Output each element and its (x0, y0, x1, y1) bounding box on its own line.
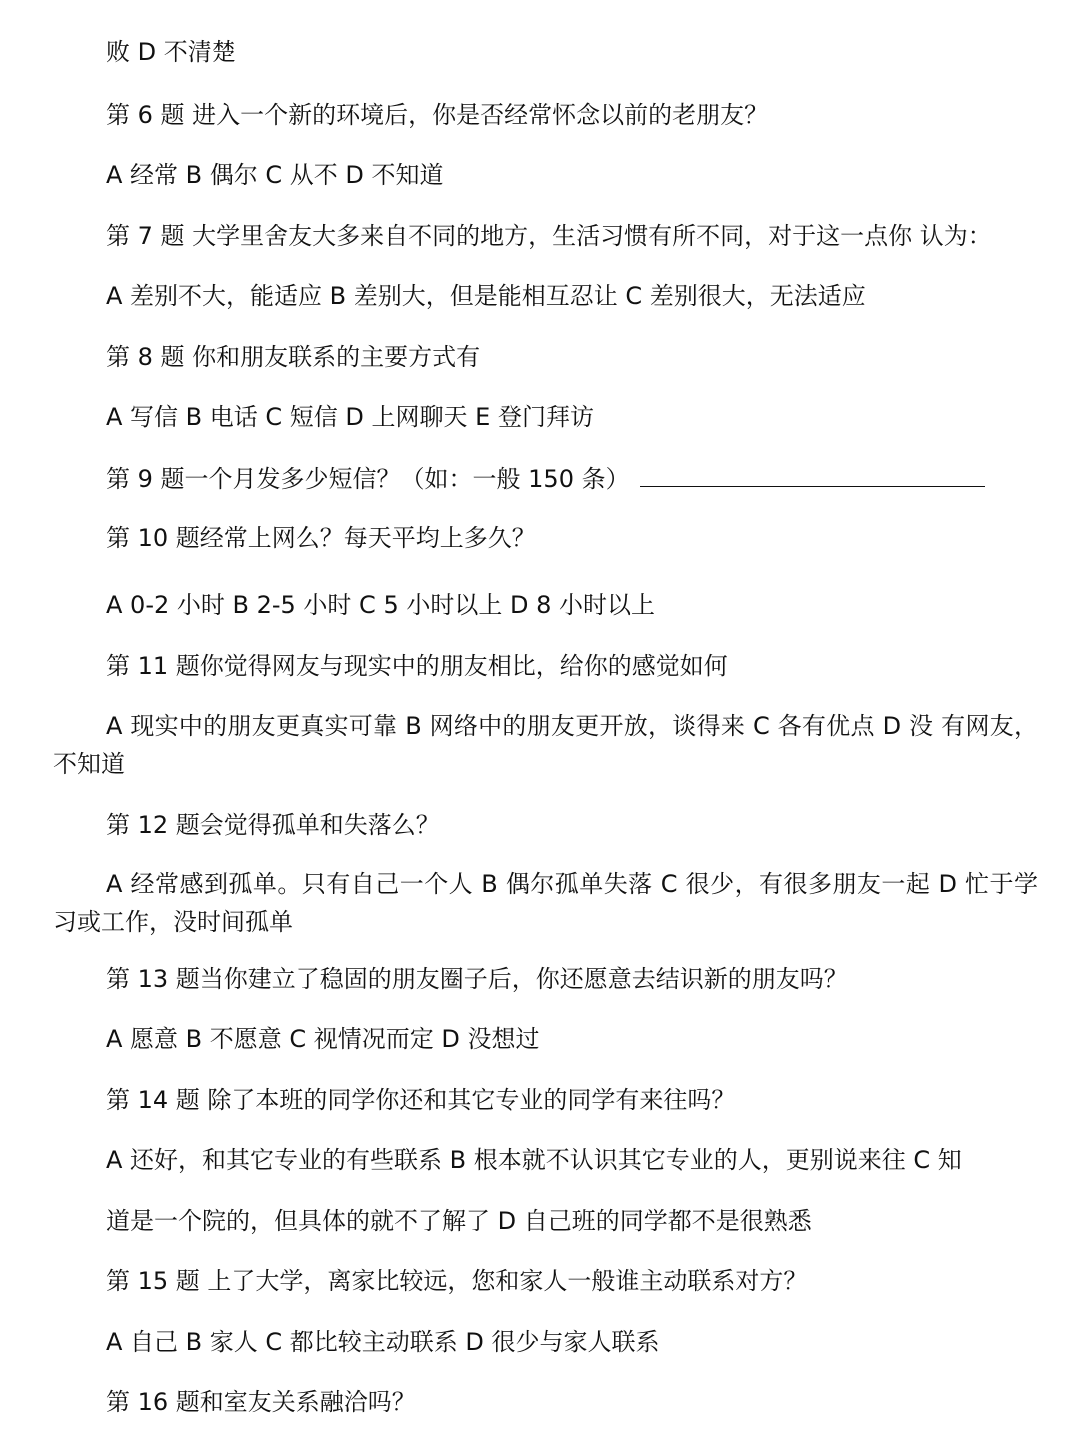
question-13: 第 13 题当你建立了稳固的朋友圈子后，你还愿意去结识新的朋友吗？ (106, 965, 848, 993)
question-14: 第 14 题 除了本班的同学你还和其它专业的同学有来往吗？ (106, 1086, 736, 1114)
question-14-options-line2: 道是一个院的，但具体的就不了解了 D 自己班的同学都不是很熟悉 (106, 1207, 812, 1235)
question-11: 第 11 题你觉得网友与现实中的朋友相比，给你的感觉如何 (106, 652, 728, 680)
question-16: 第 16 题和室友关系融洽吗？ (106, 1388, 416, 1416)
question-6-options: A 经常 B 偶尔 C 从不 D 不知道 (106, 161, 444, 189)
question-10: 第 10 题经常上网么？每天平均上多久？ (106, 524, 536, 552)
question-9 (106, 460, 985, 497)
question-13-options: A 愿意 B 不愿意 C 视情况而定 D 没想过 (106, 1025, 540, 1053)
q5-option-continued: 败 D 不清楚 (106, 38, 236, 66)
question-8-options: A 写信 B 电话 C 短信 D 上网聊天 E 登门拜访 (106, 403, 594, 431)
question-9-text: 第 9 题一个月发多少短信？（如：一般 150 条） (106, 465, 630, 493)
question-15: 第 15 题 上了大学，离家比较远，您和家人一般谁主动联系对方？ (106, 1267, 808, 1295)
question-8: 第 8 题 你和朋友联系的主要方式有 (106, 343, 481, 371)
question-12: 第 12 题会觉得孤单和失落么？ (106, 811, 440, 839)
question-10-options: A 0-2 小时 B 2-5 小时 C 5 小时以上 D 8 小时以上 (106, 591, 655, 619)
question-6: 第 6 题 进入一个新的环境后，你是否经常怀念以前的老朋友？ (106, 101, 769, 129)
question-7: 第 7 题 大学里舍友大多来自不同的地方，生活习惯有所不同，对于这一点你 认为： (106, 222, 992, 250)
question-7-options: A 差别不大，能适应 B 差别大，但是能相互忍让 C 差别很大，无法适应 (106, 282, 866, 310)
question-11-options: A 现实中的朋友更真实可靠 B 网络中的朋友更开放，谈得来 C 各有优点 D 没 有网友，不知道 (53, 712, 1038, 778)
question-14-options-line1: A 还好，和其它专业的有些联系 B 根本就不认识其它专业的人，更别说来往 C 知 (106, 1146, 962, 1174)
question-15-options: A 自己 B 家人 C 都比较主动联系 D 很少与家人联系 (106, 1328, 660, 1356)
question-12-options: A 经常感到孤单。只有自己一个人 B 偶尔孤单失落 C 很少，有很多朋友一起 D 忙于学习或工作，没时间孤单 (53, 870, 1038, 936)
answer-blank (640, 460, 985, 487)
